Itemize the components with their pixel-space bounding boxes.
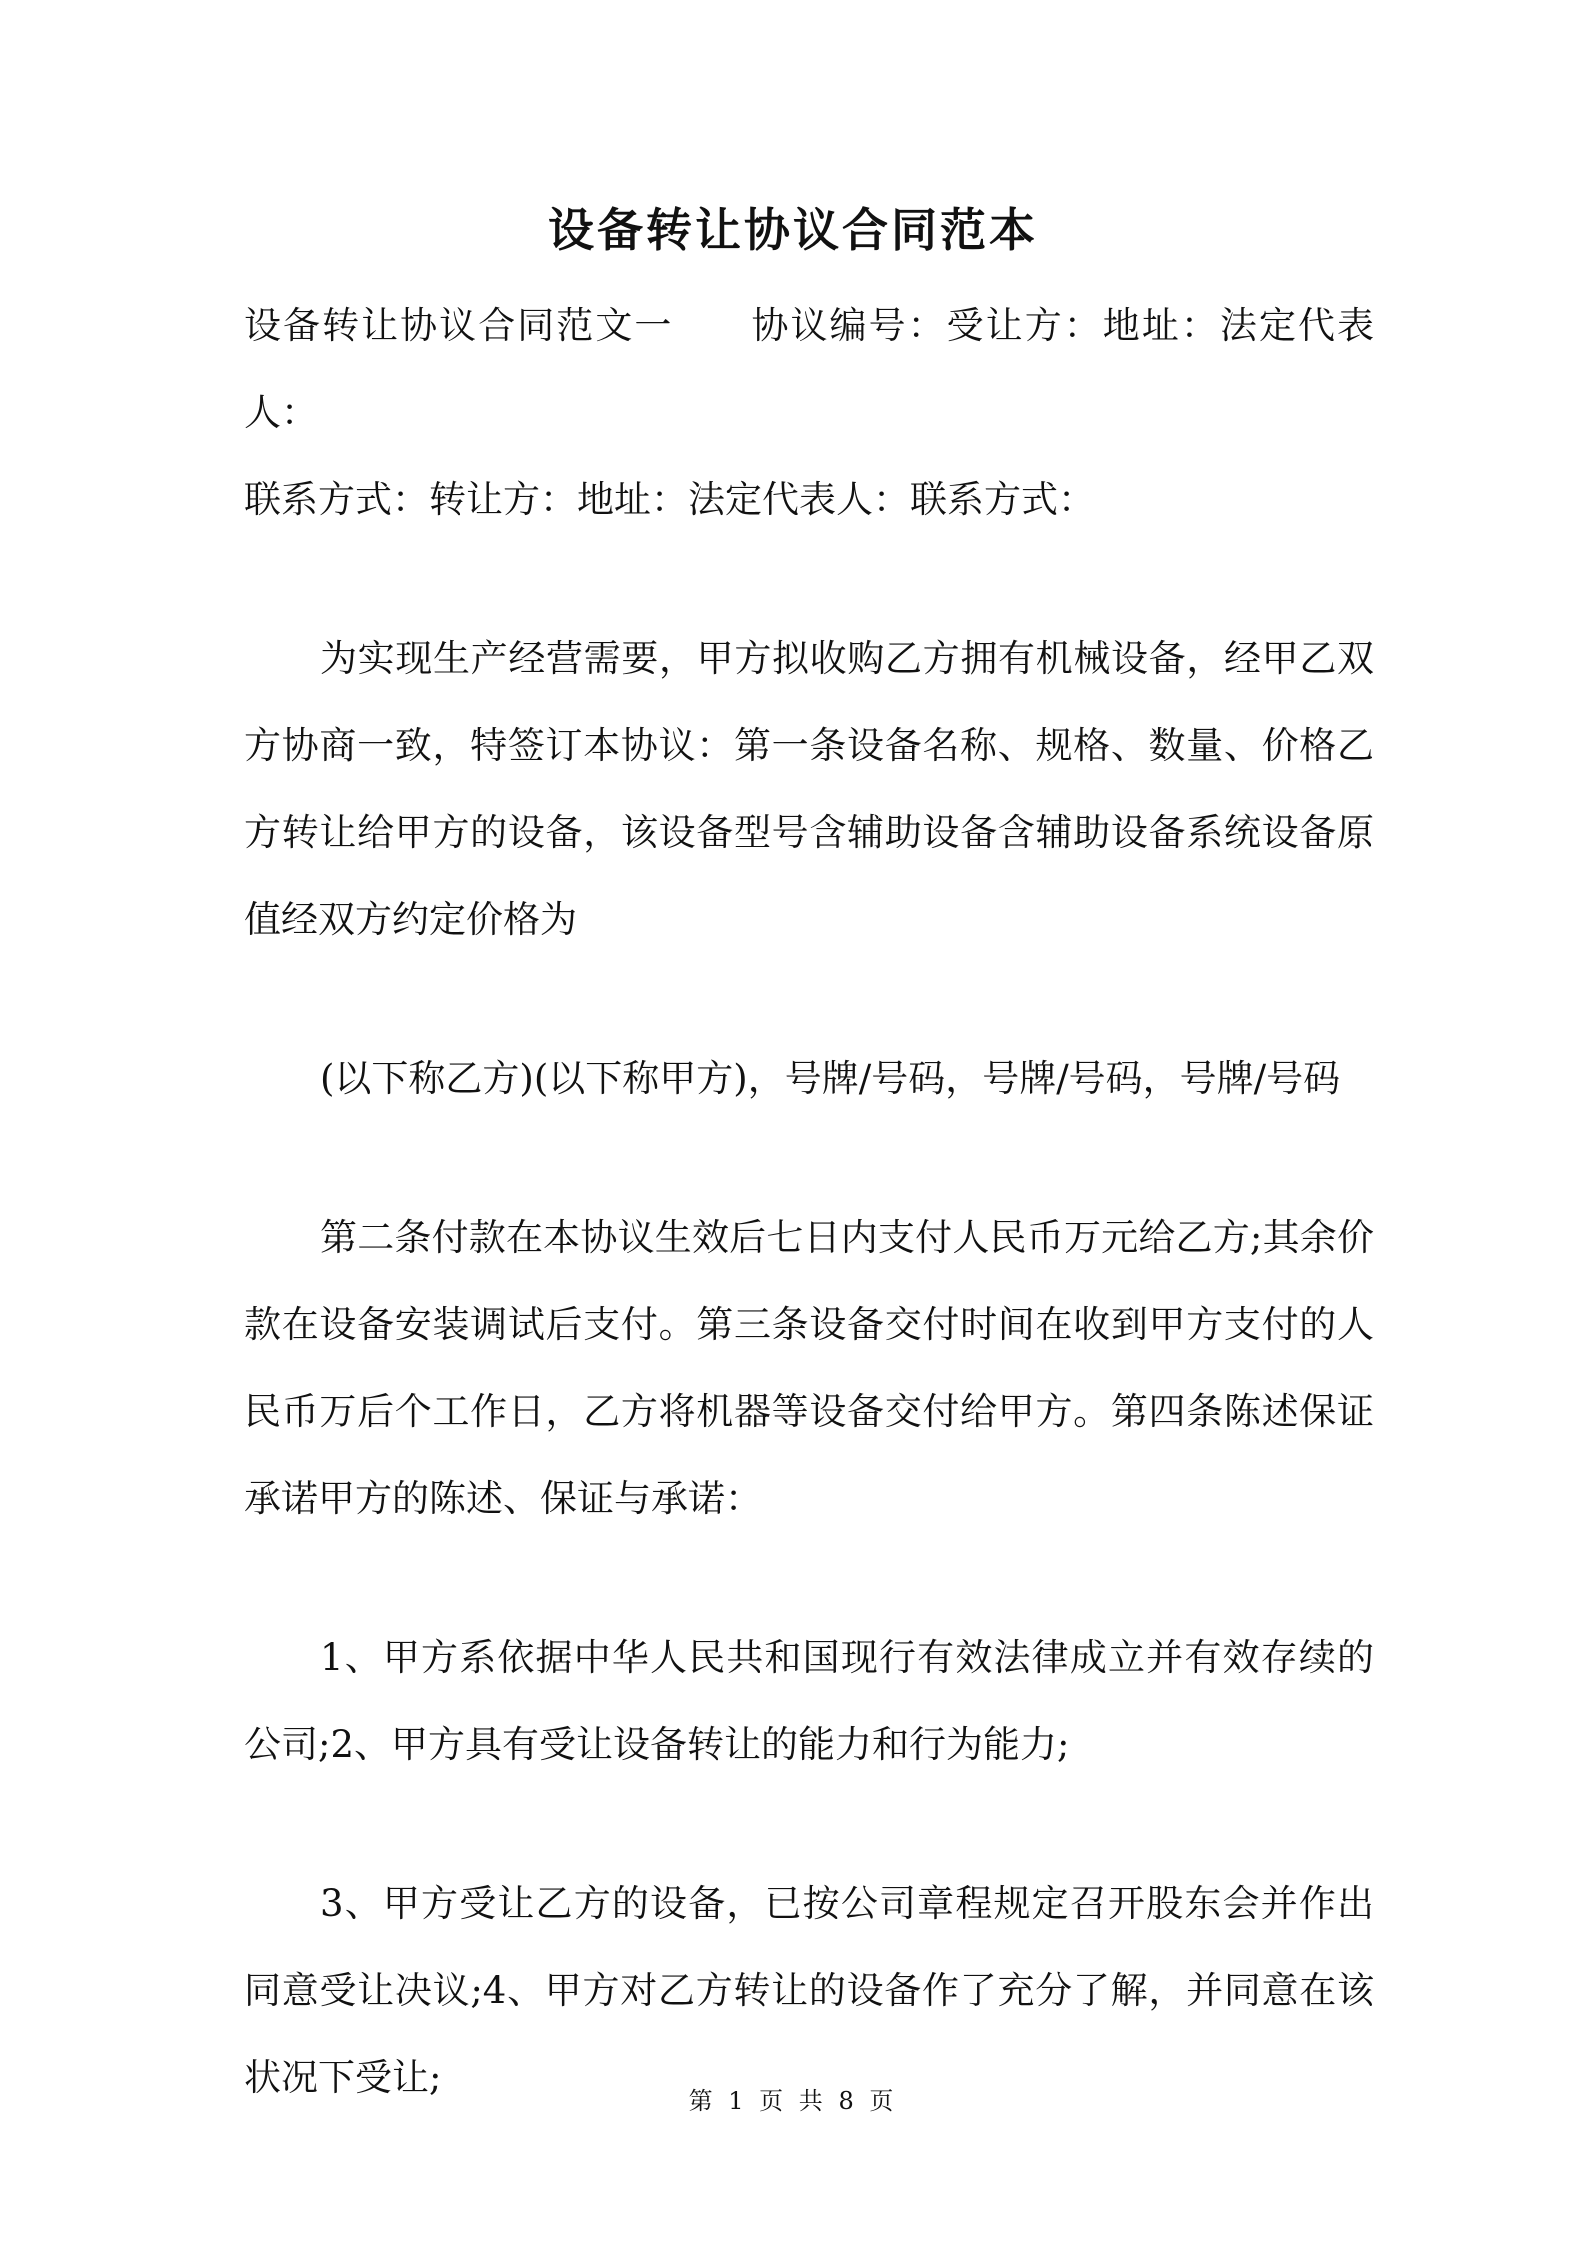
header-left-text: 设备转让协议合同范文一 xyxy=(244,304,674,347)
paragraph-gap xyxy=(244,1788,1374,1860)
paragraph-gap xyxy=(244,963,1374,1035)
paragraph-parties-plates: (以下称乙方)(以下称甲方)，号牌/号码，号牌/号码，号牌/号码 xyxy=(320,1057,1341,1100)
page-footer: 第 1 页 共 8 页 xyxy=(688,2087,898,2115)
header-line xyxy=(244,282,1374,456)
paragraph-gap xyxy=(244,543,1374,615)
document-body xyxy=(244,282,1374,2121)
paragraph-intro: 为实现生产经营需要，甲方拟收购乙方拥有机械设备，经甲乙双方协商一致，特签订本协议：第一条设备名称、规格、数量、价格乙方转让给甲方的设备，该设备型号含辅助设备含辅助设备系统设备原值经双方约定价格为 xyxy=(244,637,1374,941)
parties-line: 联系方式：转让方：地址：法定代表人：联系方式： xyxy=(244,478,1095,521)
paragraph-gap xyxy=(244,1542,1374,1614)
header-right-text: 协议编号：受让方：地址：法定代表人： xyxy=(244,304,1375,434)
paragraph-representations-1-2: 1、甲方系依据中华人民共和国现行有效法律成立并有效存续的公司;2、甲方具有受让设备转让的能力和行为能力; xyxy=(244,1636,1374,1766)
document-title: 设备转让协议合同范本 xyxy=(548,203,1038,257)
paragraph-payment-delivery: 第二条付款在本协议生效后七日内支付人民币万元给乙方;其余价款在设备安装调试后支付。第三条设备交付时间在收到甲方支付的人民币万后个工作日，乙方将机器等设备交付给甲方。第四条陈述保证承诺甲方的陈述、保证与承诺： xyxy=(244,1216,1374,1520)
paragraph-representations-3-4: 3、甲方受让乙方的设备，已按公司章程规定召开股东会并作出同意受让决议;4、甲方对乙方转让的设备作了充分了解，并同意在该状况下受让; xyxy=(244,1882,1374,2099)
paragraph-gap xyxy=(244,1122,1374,1194)
